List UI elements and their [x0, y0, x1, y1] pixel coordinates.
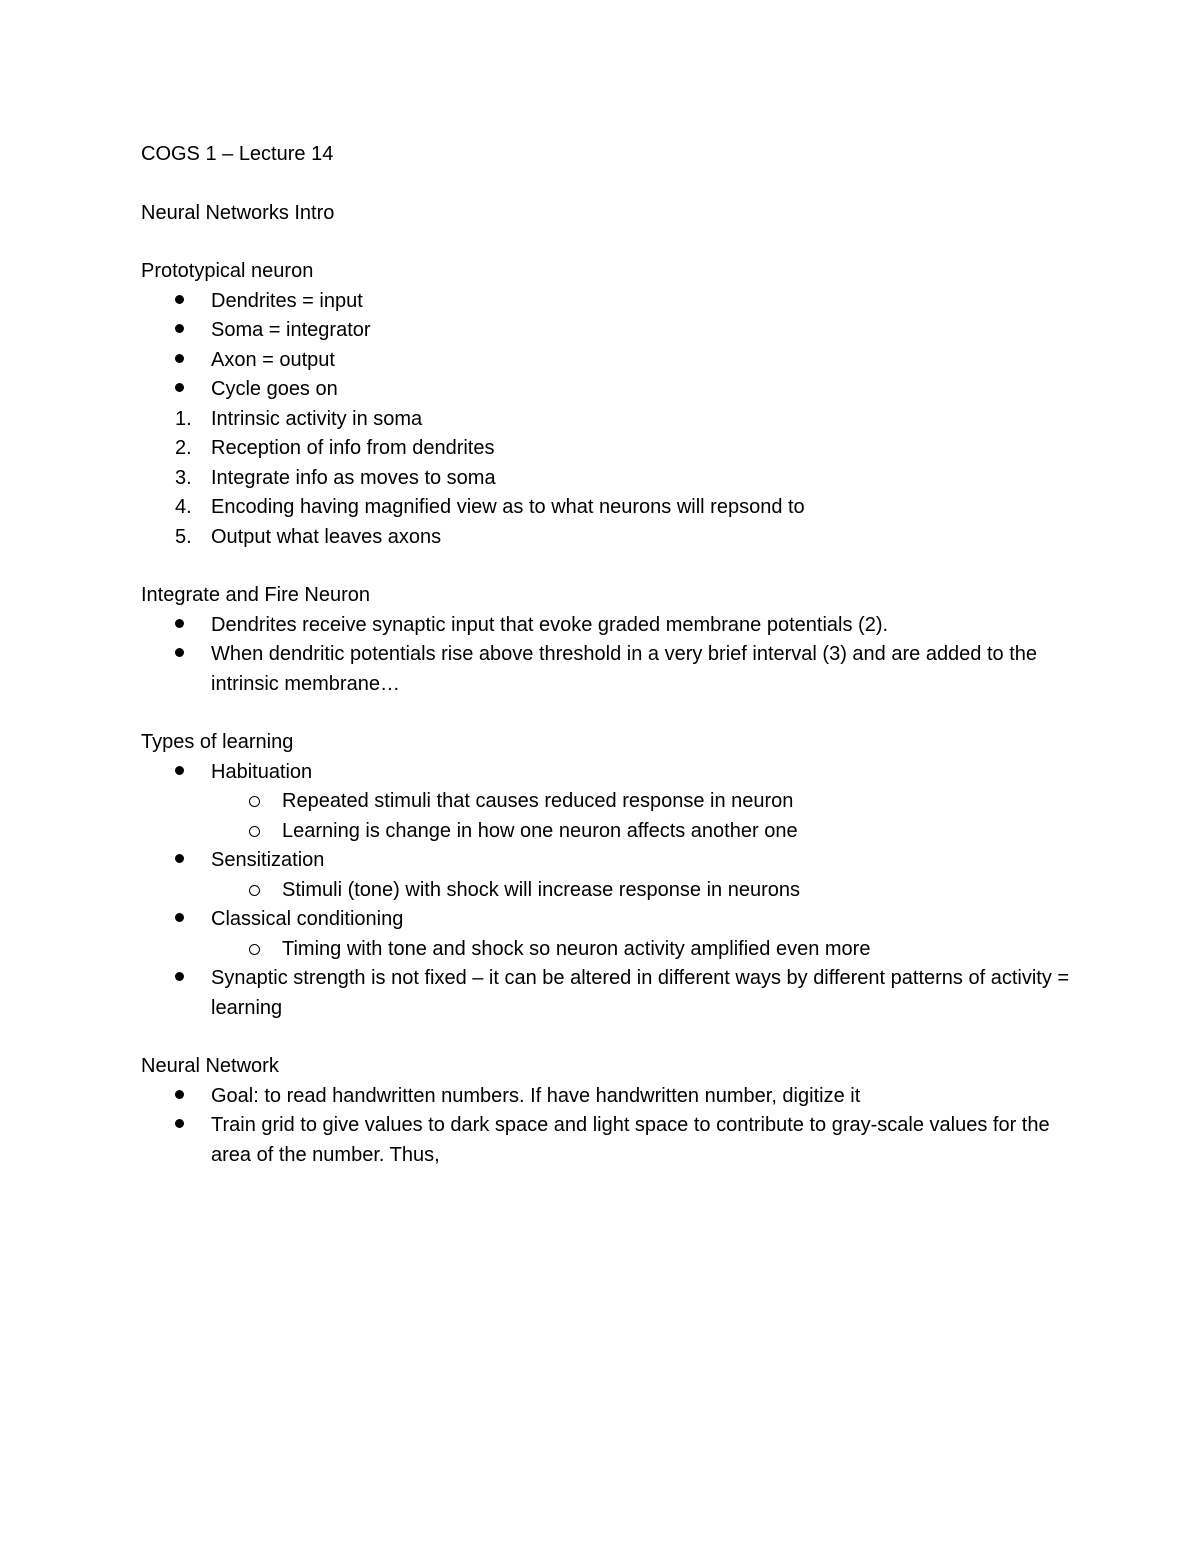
bullet-icon — [175, 905, 205, 935]
bullet-icon — [175, 375, 205, 405]
bullet-text: Dendrites receive synaptic input that evoke graded membrane potentials (2). — [211, 613, 889, 636]
bullet-text: Goal: to read handwritten numbers. If have handwritten number, digitize it — [211, 1084, 861, 1107]
section-prototypical-neuron — [141, 257, 1071, 552]
sub-bullet-text: Learning is change in how one neuron affects another one — [282, 819, 798, 842]
bullet-item — [141, 346, 1071, 376]
bullet-icon — [175, 1111, 205, 1141]
bullet-icon — [175, 346, 205, 376]
sub-bullet-item — [141, 817, 1071, 847]
sub-bullet-text: Timing with tone and shock so neuron activity amplified even more — [282, 937, 871, 960]
document-title: COGS 1 – Lecture 14 — [141, 143, 334, 165]
section-heading: Prototypical neuron — [141, 260, 314, 282]
bullet-icon — [175, 611, 205, 641]
bullet-item — [141, 758, 1071, 788]
bullet-text: Synaptic strength is not fixed – it can be altered in different ways by different patterns of activity = learning — [211, 967, 1070, 1019]
numbered-text: Encoding having magnified view as to what neurons will repsond to — [211, 496, 805, 518]
bullet-icon — [175, 640, 205, 670]
number-label: 5. — [175, 525, 192, 548]
section-integrate-fire — [141, 581, 1071, 699]
numbered-text: Reception of info from dendrites — [211, 437, 495, 459]
document-page — [141, 140, 1071, 1170]
bullet-item — [141, 316, 1071, 346]
bullet-icon — [175, 846, 205, 876]
bullet-text: Sensitization — [211, 849, 325, 871]
bullet-text: Habituation — [211, 760, 313, 783]
bullet-item — [141, 611, 1071, 641]
circle-bullet-icon — [249, 817, 269, 847]
number-label: 1. — [175, 407, 192, 430]
section-heading: Types of learning — [141, 731, 294, 753]
bullet-text: When dendritic potentials rise above threshold in a very brief interval (3) and are added to the intrinsic membrane… — [211, 643, 1038, 695]
bullet-item — [141, 287, 1071, 317]
bullet-item — [141, 964, 1071, 1023]
sub-bullet-item — [141, 876, 1071, 906]
numbered-item — [141, 464, 1071, 494]
bullet-item — [141, 1082, 1071, 1112]
bullet-icon — [175, 964, 205, 994]
bullet-icon — [175, 1082, 205, 1112]
bullet-text: Dendrites = input — [211, 289, 363, 312]
circle-bullet-icon — [249, 787, 269, 817]
section-intro — [141, 199, 1071, 229]
circle-bullet-icon — [249, 876, 269, 906]
bullet-item — [141, 905, 1071, 935]
sub-bullet-item — [141, 787, 1071, 817]
numbered-item — [141, 434, 1071, 464]
bullet-text: Train grid to give values to dark space and light space to contribute to gray-scale values for the area of the number. Thus, — [211, 1114, 1050, 1166]
bullet-text: Cycle goes on — [211, 378, 338, 400]
bullet-icon — [175, 316, 205, 346]
sub-bullet-text: Repeated stimuli that causes reduced response in neuron — [282, 790, 794, 812]
numbered-text: Output what leaves axons — [211, 525, 442, 548]
numbered-text: Integrate info as moves to soma — [211, 466, 496, 489]
number-label: 4. — [175, 496, 192, 518]
section-types-of-learning — [141, 728, 1071, 1023]
numbered-text: Intrinsic activity in soma — [211, 407, 423, 430]
bullet-item — [141, 1111, 1071, 1170]
numbered-item — [141, 493, 1071, 523]
number-label: 2. — [175, 437, 192, 459]
sub-bullet-text: Stimuli (tone) with shock will increase response in neurons — [282, 878, 801, 901]
circle-bullet-icon — [249, 935, 269, 965]
section-neural-network — [141, 1052, 1071, 1170]
bullet-icon — [175, 287, 205, 317]
bullet-item — [141, 640, 1071, 699]
bullet-text: Classical conditioning — [211, 908, 404, 930]
bullet-text: Soma = integrator — [211, 319, 371, 341]
numbered-item — [141, 405, 1071, 435]
bullet-item — [141, 375, 1071, 405]
section-heading-intro: Neural Networks Intro — [141, 201, 335, 224]
sub-bullet-item — [141, 935, 1071, 965]
number-label: 3. — [175, 466, 192, 489]
section-heading: Neural Network — [141, 1055, 279, 1077]
bullet-item — [141, 846, 1071, 876]
section-heading: Integrate and Fire Neuron — [141, 584, 371, 606]
bullet-icon — [175, 758, 205, 788]
numbered-item — [141, 523, 1071, 553]
bullet-text: Axon = output — [211, 348, 335, 371]
